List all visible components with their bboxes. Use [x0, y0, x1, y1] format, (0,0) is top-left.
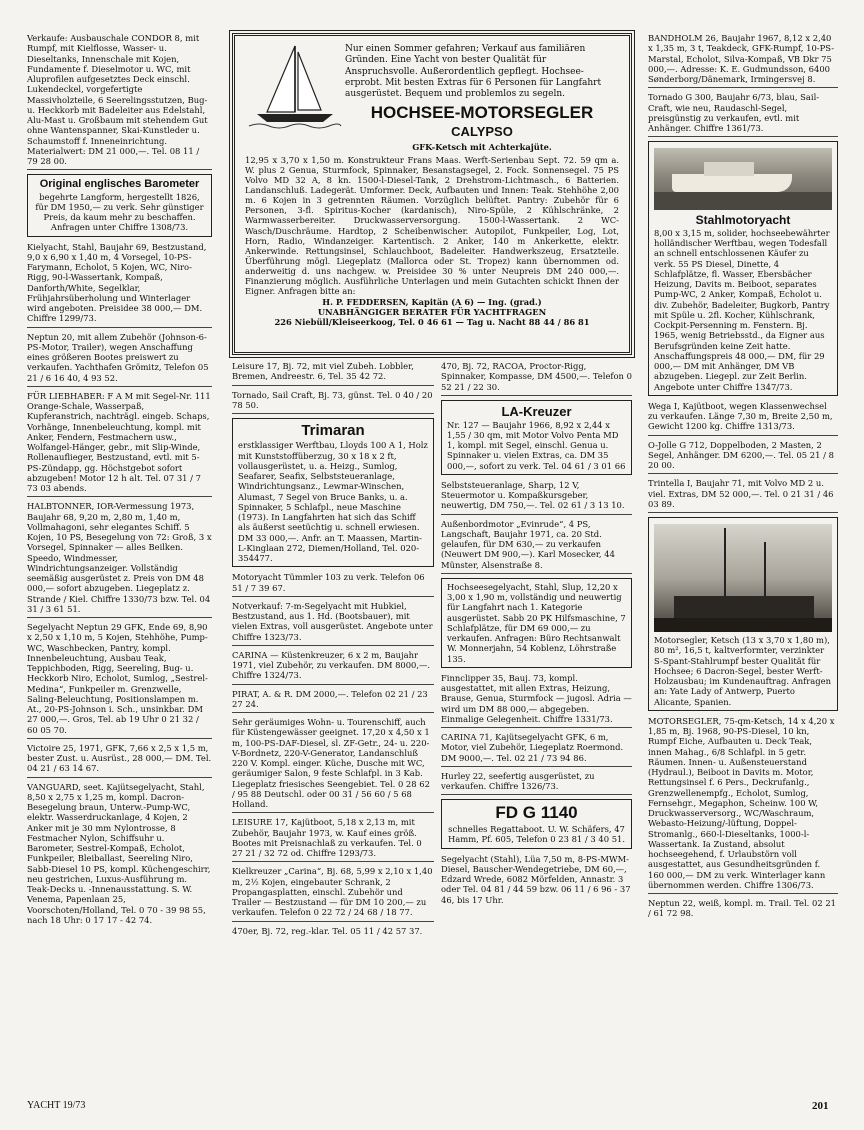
la-kreuzer-title: LA-Kreuzer	[501, 403, 572, 419]
stahlmotoryacht-text: 8,00 x 3,15 m, solider, hochseebewährter holländischer Werftbau, wegen Todesfall an schnell entschlossenen Käufer zu verk. 55 PS Diesel, Dinette, 4 Schlafplätze, fl. Wasser, Ebersbächer Heizung, Davits m. Beiboot, separates Pump-WC, 2 Anker, Kompaß, Echolot u. div. Zubehör, Badeleiter, Bugkorb, Pantry mit Spüle u. 2fl. Kocher, Kühlschrank, Cockpit-Persenning m. Fenstern. Bj. 1965, wenig Betriebsstd., da Eigner aus Berufsgründen keine Zeit hatte. Anschaffungspreis 48 000,— DM, für 29 000,— DM mit Anhänger, DM VB abzugeben. Liegepl. zur Zeit Berlin. Angebote unter Chiffre 1347/73.	[654, 227, 830, 392]
trimaran-title: Trimaran	[301, 422, 365, 439]
ad-fd-g-1140	[441, 799, 632, 848]
ad-barometer	[27, 174, 212, 236]
ad-evinrude: Außenbordmotor „Evinrude“, 4 PS, Langschaft, Baujahr 1971, ca. 20 Std. gelaufen, für DM 630,— zu verkaufen (Neuwert DM 900,—). Karl Mosecker, 44 Münster, Alsenstraße 8.	[441, 519, 632, 574]
ad-hochsee-motorsegler	[232, 33, 632, 355]
ad-tornado-g: Tornado G 300, Baujahr 6/73, blau, Sail-Craft, wie neu, Raudaschl-Segel, preisgünstig zu verkaufen, evtl. mit Anhänger. Chiffre 1361/73.	[648, 92, 838, 137]
ad-tuemmler: Motoryacht Tümmler 103 zu verk. Telefon 06 51 / 7 39 67.	[232, 572, 434, 597]
top-ad-intro: Nur einen Sommer gefahren; Verkauf aus familiären Gründen. Eine Yacht von bester Qualität für Anspruchsvolle. Außerordentlich gepflegt. Hochsee-erprobt. Mit besten Extras für 6 Personen für Langfahrt ausgerüstet. Bequem und problemlos zu segeln.	[345, 44, 602, 99]
ad-segelyacht-neptun: Segelyacht Neptun 29 GFK, Ende 69, 8,90 x 2,50 x 1,10 m, 5 Kojen, Stehhöhe, Pump-WC, Waschbecken, Pantry, kompl. Innenbeleuchtung, Ausbau Teak, Teppichboden, Rigg, Seereling, Bug- u. Heckkorb Niro, Echolot, Sumlog, „Sestrel-Medina“, Funkpeiler m. Grenzwelle, Saling-Beleuchtung, Positionslampen m. At., 20-PS-Johnson i. Sch., unsinkbar. DM 27 000,—. Gros, Tel. ab 19 Uhr 0 21 32 / 60 05 70.	[27, 622, 212, 739]
ad-hochseesegelyacht-stahl: Hochseesegelyacht, Stahl, Slup, 12,20 x 3,00 x 1,90 m, vollständig und neuwertig für Langfahrt nach 1. Kategorie ausgerüstet. Sabb 20 PK Hilfsmaschine, 7 Schlafplätze, für DM 69 000,— zu verkaufen. Anfragen: Büro Rechtsanwalt W. Monnerjahn, 54 Koblenz, Löhrstraße 135.	[441, 578, 632, 668]
ad-la-kreuzer	[441, 400, 632, 475]
ad-leisure-17: Leisure 17, Bj. 72, mit viel Zubeh. Lobbler, Bremen, Andreestr. 6, Tel. 35 42 72.	[232, 361, 434, 386]
ad-liebhaber: FÜR LIEBHABER: F A M mit Segel-Nr. 111 Orange-Schale, Wasserpaß, Kupferanstrich, nachträgl. eingeb. Schaps, Vorhänge, Innenbeleuchtung, kompl. mit Anker, Fendern, Festmachern usw., Wolfangel-Hänger, gebr., mit Slip-Winde, Rollenauflieger, Bestzustand, evtl. mit 5-PS-Zündapp, gg. Höchstgebot sofort abzugeben! Motor 12 h alt. Tel. 07 31 / 7 73 03 abends.	[27, 391, 212, 498]
column-4	[648, 33, 838, 1098]
top-ad-type: GFK-Ketsch mit Achterkajüte.	[412, 141, 552, 152]
top-ad-subtitle: CALYPSO	[451, 123, 513, 139]
column-1	[27, 33, 212, 1098]
ketsch-text: Motorsegler, Ketsch (13 x 3,70 x 1,80 m), 80 m², 16,5 t, kaltverformter, verzinkter S-Spant-Stahlrumpf bester Qualität für Hochsee; 6 Dacron-Segel, bester Werft-Holzausbau; im Kundenauftrag. Anfragen an: Yate Lady of Antwerp, Puerto Alicante, Spanien.	[654, 635, 831, 707]
fd-text: schnelles Regattaboot. U. W. Schäfers, 47 Hamm, Pf. 605, Telefon 0 23 81 / 3 40 51.	[447, 824, 626, 845]
ad-segelyacht-stahl: Segelyacht (Stahl), Lüa 7,50 m, 8-PS-MWM-Diesel, Bauscher-Wendegetriebe, DM 60,—, Edzard Wrede, 6082 Mörfelden, Annastr. 3 oder Tel. 04 81 / 44 59 bzw. 06 11 / 6 96 - 37 46, bis 17 Uhr.	[441, 853, 631, 905]
top-ad-contact-name: H. P. FEDDERSEN, Kapitän (A 6) — Ing. (grad.)	[322, 297, 542, 308]
footer-issue: YACHT 19/73	[27, 1100, 86, 1111]
barometer-title: Original englisches Barometer	[39, 178, 200, 191]
ad-wega: Wega I, Kajütboot, wegen Klassenwechsel zu verkaufen. Länge 7,30 m, Breite 2,50 m, Gewicht 1200 kg. Chiffre 1313/73.	[648, 401, 838, 436]
ad-carina-71: CARINA 71, Kajütsegelyacht GFK, 6 m, Motor, viel Zubehör, Liegeplatz Roermond. DM 9000,—. Tel. 02 21 / 73 94 86.	[441, 732, 632, 767]
ad-neptun-22: Neptun 22, weiß, kompl. m. Trail. Tel. 02 21 / 61 72 98.	[648, 898, 836, 919]
la-kreuzer-text: Nr. 127 — Baujahr 1966, 8,92 x 2,44 x 1,55 / 30 qm, mit Motor Volvo Penta MD 1, kompl. mit Segel, einschl. Genua u. Spinnaker u. vielen Extras, ca. DM 35 000,—, sofort zu verk. Tel. 04 61 / 3 01 66	[447, 419, 626, 471]
stahlmotoryacht-title: Stahlmotoryacht	[695, 213, 791, 228]
column-3	[441, 361, 632, 1098]
fd-title: FD G 1140	[495, 803, 578, 823]
ad-trimaran	[232, 418, 434, 567]
ad-carina: CARINA — Küstenkreuzer, 6 x 2 m, Baujahr 1971, viel Zubehör, zu verkaufen. DM 8000,—. Chiffre 1324/73.	[232, 650, 434, 685]
ad-finnclipper: Finnclipper 35, Bauj. 73, kompl. ausgestattet, mit allen Extras, Heizung, Brause, Genua, Sturmfock — jugosl. Adria — wird um DM 88 000,— abgegeben. Einmalige Gelegenheit. Chiffre 1331/73.	[441, 673, 632, 728]
ketsch-photo	[654, 524, 832, 632]
ad-victoire: Victoire 25, 1971, GFK, 7,66 x 2,5 x 1,5 m, bester Zust. u. Ausrüst., 28 000,— DM. Tel. 04 21 / 63 14 67.	[27, 743, 212, 778]
ad-stahlmotoryacht	[648, 141, 838, 396]
ad-condor: Verkaufe: Ausbauschale CONDOR 8, mit Rumpf, mit Kielflosse, Wasser- u. Dieseltanks, Innenschale mit Kojen, Fundamente f. Dieselmotor u. WC, mit Aluprofilen aufgesetztes Deck einschl. Lukendeckel, vorgefertigte Massivholzteile, 6 Seerelingsstutzen, Bug- u. Heckkorb mit Badeleiter aus Edelstahl, Alu-Mast u. Großbaum mit stehendem Gut ohne Wantenspanner, Skai-Kunstleder u. Schaumstoff f. Inneneinrichtung. Materialwert: DM 21 000,—. Tel. 08 11 / 79 28 00.	[27, 33, 212, 170]
top-ad-contact-title: UNABHÄNGIGER BERATER FÜR YACHTFRAGEN	[317, 307, 547, 318]
top-ad-contact-address: 226 Niebüll/Kleiseerkoog, Tel. 0 46 61 — Tag u. Nacht 88 44 / 86 81	[274, 317, 590, 328]
ad-470: 470, Bj. 72, RACOA, Proctor-Rigg, Spinnaker, Kompasse, DM 4500,—. Telefon 0 52 21 / 22 30.	[441, 361, 632, 396]
ad-motorsegler-ketsch	[648, 517, 838, 711]
sailboat-icon	[247, 42, 342, 132]
motoryacht-photo	[654, 148, 832, 210]
top-ad-title: HOCHSEE-MOTORSEGLER	[370, 103, 594, 123]
ad-neptun-20: Neptun 20, mit allem Zubehör (Johnson-6-PS-Motor, Trailer), wegen Anschaffung eines größeren Bootes preiswert zu verkaufen. Yachthafen Grömitz, Telefon 05 21 / 6 16 40, 4 93 52.	[27, 332, 212, 387]
ad-halbtonner: HALBTONNER, IOR-Vermessung 1973, Baujahr 68, 9,20 m, 2,80 m, 1,40 m, Vollmahagoni, sehr elegantes Schiff. 5 Kojen, 10 PS, Besegelung von 72: Groß, 3 x Vorsegel, Spinnaker — alles Beilken. Speedo, Windmesser, Windrichtungsanzeiger. Vollständig seemäßig ausgerüstet z. Preis von DM 48 000,— sofort abzugeben. Liegeplatz z. Strande / Kiel. Chiffre 1330/73 bzw. Tel. 04 31 / 3 61 51.	[27, 501, 212, 618]
page-number: 201	[812, 1100, 829, 1112]
ad-hurley: Hurley 22, seefertig ausgerüstet, zu verkaufen. Chiffre 1326/73.	[441, 771, 632, 796]
ad-kielkreuzer: Kielkreuzer „Carina“, Bj. 68, 5,99 x 2,10 x 1,40 m, 2½ Kojen, eingebauter Schrank, 2 Propangasplatten, einschl. Zubehör und Trailer — Bestzustand — für DM 10 200,— zu verkaufen. Telefon 0 22 72 / 24 68 / 18 77.	[232, 866, 434, 921]
ad-kielyacht: Kielyacht, Stahl, Baujahr 69, Bestzustand, 9,0 x 6,90 x 1,40 m, 4 Vorsegel, 10-PS-Farymann, Echolot, 5 Kojen, WC, Niro-Rigg, 90-l-Wassertank, Kompaß, Danforth/White, Segelklar, Frühjahrsüberholung und Winterlager wird angeboten. Preisidee 38 000,— DM. Chiffre 1299/73.	[27, 242, 212, 328]
trimaran-text: erstklassiger Werftbau, Lloyds 100 A 1, Holz mit Kunststoffüberzug, 30 x 18 x 2 ft, vollausgerüstet, u. a. Heizg., Sumlog, Seafarer, Seafix, Selbststeueranlage, Windrichtungsanz., Lewmar-Winschen, Alumast, 7 Segel von Bruce Banks, u. a. Spinnaker, 5 Schlafpl., neue Maschine (1973). In Langfahrten hat sich das Schiff als äußerst seetüchtig u. schnell erwiesen. DM 33 000,—. Anfr. an T. Maassen, Martin-L-Kinglaan 272, Diemen/Holland, Tel. 020-354477.	[238, 440, 428, 564]
column-2	[232, 361, 434, 1098]
ad-motorsegler-75: MOTORSEGLER, 75-qm-Ketsch, 14 x 4,20 x 1,85 m, Bj. 1968, 90-PS-Diesel, 10 kn, Rumpf Eiche, Aufbauten u. Deck Teak, innen Mahag., 6/8 Schlafpl. in 5 getr. Räumen. Innen- u. Außensteuerstand (Hydraul.), Beiboot in Davits m. Motor, Rettungsinsel f. 6 Pers., Deckrufanlg., Grenzwellenempfg., Echolot, Sumlog, Fernsehgr., Megaphon, Scheinw. 100 W, Druckwasserversorg., WC/Waschraum, Webasto-Heizung/-lüftung, Doppel-Stromanlg., 660-l-Dieseltanks, 1000-l-Wassertank. Ia Zustand, absolut hochseegehend, f. Urlaubstörn voll ausgestattet, aus Gesundheitsgründen f. 160 000,— DM zu verk. Winterlager kann übernommen werden. Chiffre 1306/73.	[648, 716, 838, 894]
ad-470er: 470er, Bj. 72, reg.-klar. Tel. 05 11 / 42 57 37.	[232, 925, 423, 936]
ad-tornado: Tornado, Sail Craft, Bj. 73, günst. Tel. 0 40 / 20 78 50.	[232, 390, 434, 415]
ad-o-jolle: O-Jolle G 712, Doppelboden, 2 Masten, 2 Segel, Anhänger. DM 6200,—. Tel. 05 21 / 8 20 00.	[648, 440, 838, 475]
ad-leisure-17-kajuetboot: LEISURE 17, Kajütboot, 5,18 x 2,13 m, mit Zubehör, Baujahr 1973, w. Kauf eines größ. Bootes mit Preisnachlaß zu verkaufen. Tel. 0 27 21 / 32 72 od. Chiffre 1293/73.	[232, 817, 434, 862]
ad-vanguard: VANGUARD, seet. Kajütsegelyacht, Stahl, 8,50 x 2,75 x 1,25 m, kompl. Dacron-Besegelung braun, Unterw.-Pump-WC, elektr. Wasserdruckanlage, 4 Kojen, 2 Anker mit je 30 mm Nylontrosse, 8 Festmacher Nylon, Schiffsuhr u. Barometer, Sestrel-Kompaß, Echolot, Funkpeiler, Bleiballast, Seereling Niro, Sabb-Diesel 10 PS, kompl. Küchengeschirr, neu gestrichen, Luxus-Ausführung m. Teak-Decks u. -Innenausstattung. S. W. Venema, Papenlaan 25, Voorschoten/Holland, Tel. 0 70 - 39 98 55, nach 18 Uhr: 0 17 17 - 42 74.	[27, 781, 211, 925]
ad-wohnboot: Sehr geräumiges Wohn- u. Tourenschiff, auch für Küstengewässer geeignet. 17,20 x 4,50 x 1 m, 100-PS-DAF-Diesel, sl. ZF-Getr., 24- u. 220-V-Bordnetz, 220-V-Generator, Landanschluß 220 V. Kompl. einger. Küche, Dusche mit WC, geräumiger Salon, 9 feste Schlafpl. in 3 Kab. Liegeplatz friesisches Seengebiet. Tel. 0 28 62 / 95 88 Deutschl. oder 00 31 / 56 60 / 5 68 Holland.	[232, 717, 434, 813]
top-ad-body: 12,95 x 3,70 x 1,50 m. Konstrukteur Frans Maas. Werft-Serienbau Sept. 72. 59 qm a. W. plus 2 Genua, Sturmfock, Spinnaker, Besanstagsegel, 2. Fock. Sonnensegel. 75 PS Volvo MD 32 A, 8 kn. 1500-l-Diesel-Tank, 2 Drehstrom-Lichtmasch., 6 Batterien. Landanschluß. Ladegerät. Umformer. Deck, Aufbauten und Innen: Teak. Stehhöhe 2,00 m. 6 Kojen in 3 getrennten Räumen. Vorzüglich belüftet. Pantry: Zubehör für 6 Personen, 3-fl. Spiritus-Kocher (kardanisch), Niro-Spüle, 2 Kühlschränke, 2 Warmwasserbereiter. Druckwasserversorgung. 1500-l-Wassertank. 2 WC-Wasch/Duschräume. Hardtop, 2 Scheibenwischer. Autopilot, Funkpeiler, Log, Lot, Horn, Radio, Windanzeiger. Kartentisch. 2 Anker, 140 m Ankerkette, elektr. Ankerwinde. Rettungsinsel, Schlauchboot, Badeleiter. Handwerkszeug, Ersatzteile. Überführung mögl. Liegeplatz (Mallorca oder St. Tropez) kann übernommen od. anderweitig d. uns nachgew. w. Preisidee 30 % unter Neupreis DM 240 000,—. Finanzierung möglich. Ausführliche Unterlagen und mein Gutachten schickt Ihnen der Eigner. Anfragen bitte an:	[245, 154, 619, 296]
ad-trintella: Trintella I, Baujahr 71, mit Volvo MD 2 u. viel. Extras, DM 52 000,—. Tel. 0 21 31 / 46 03 89.	[648, 478, 838, 513]
ad-pirat: PIRAT, A. & R. DM 2000,—. Telefon 02 21 / 23 27 24.	[232, 689, 434, 714]
ad-bandholm: BANDHOLM 26, Baujahr 1967, 8,12 x 2,40 x 1,35 m, 3 t, Teakdeck, GFK-Rumpf, 10-PS-Marstal, Echolot, Silva-Kompaß, VB Dkr 75 000,—. Adresse: K. E. Gudmundsson, 6400 Sønderborg/Dänemark, Irmingersvej 8.	[648, 33, 838, 88]
ad-notverkauf: Notverkauf: 7-m-Segelyacht mit Hubkiel, Bestzustand, aus 1. Hd. (Bootsbauer), mit vielen Extras, voll ausgerüstet. Angebote unter Chiffre 1323/73.	[232, 601, 434, 646]
barometer-text: begehrte Langform, hergestellt 1826, für DM 1950,— zu verk. Sehr günstiger Preis, da kaum mehr zu beschaffen. Anfragen unter Chiffre 1308/73.	[35, 191, 204, 233]
ad-selbststeueranlage: Selbststeueranlage, Sharp, 12 V, Steuermotor u. Kompaßkursgeber, neuwertig, DM 750,—. Tel. 02 61 / 3 13 10.	[441, 480, 632, 515]
